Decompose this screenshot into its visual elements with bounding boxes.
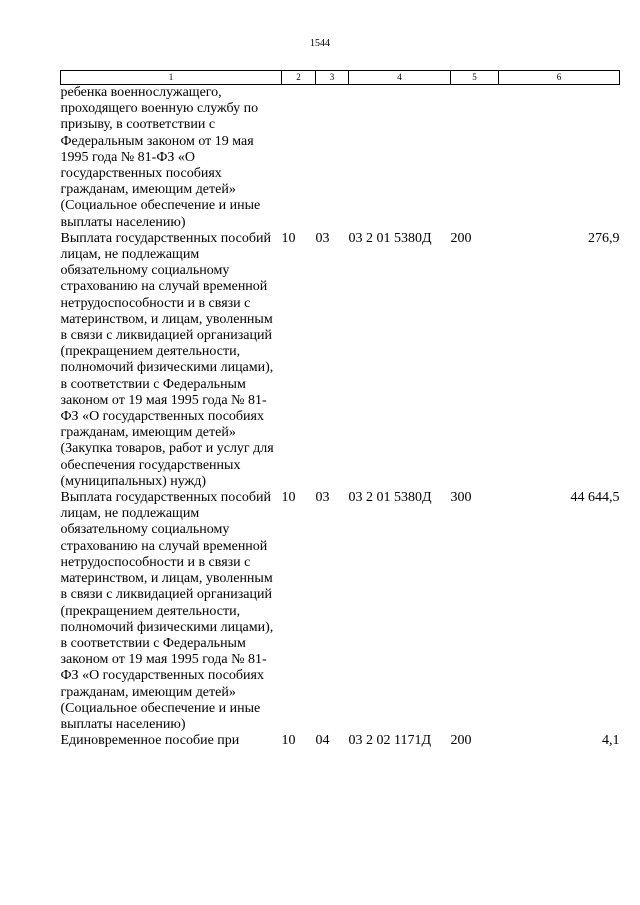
column-number-4: 4 (349, 71, 451, 85)
column-number-6: 6 (499, 71, 620, 85)
column-number-5: 5 (451, 71, 499, 85)
row-expense-kind: 300 (450, 490, 472, 506)
row-subsection: 03 (315, 230, 330, 246)
table-row (61, 733, 620, 749)
row-subsection: 04 (315, 733, 330, 749)
page-number: 1544 (310, 38, 330, 49)
row-description: Единовременное пособие при (60, 733, 240, 749)
row-target-article (349, 85, 451, 231)
row-section: 10 (281, 230, 296, 246)
row-subsection (316, 85, 349, 231)
row-section (282, 85, 316, 231)
budget-table (60, 70, 620, 749)
row-expense-kind: 200 (450, 733, 472, 749)
row-target-article: 03 2 01 5380Д (348, 490, 432, 506)
table-row (61, 85, 620, 231)
row-amount: 44 644,5 (570, 490, 620, 506)
row-target-article: 03 2 02 1171Д (348, 733, 432, 749)
row-section: 10 (281, 490, 296, 506)
column-number-2: 2 (282, 71, 316, 85)
row-expense-kind (451, 85, 499, 231)
row-description: ребенка военнослужащего, проходящего военную службу по призыву, в соответствии с Федеральным законом от 19 мая 1995 года № 81-ФЗ «О государственных пособиях гражданам, имеющим детей» (Социальное обеспечение и иные выплаты населению) (60, 85, 261, 230)
row-description: Выплата государственных пособий лицам, не подлежащим обязательному социальному страхованию на случай временной нетрудоспособности и в связи с материнством, и лицам, уволенным в связи с ликвидацией организаций (прекращением деятельности, полномочий физическими лицами), в соответствии с Федеральным законом от 19 мая 1995 года № 81- ФЗ «О государственных пособиях гражданам, имеющим детей» (Закупка товаров, работ и услуг для обеспечения государственных (муниципальных) нужд) (60, 230, 274, 489)
row-amount: 4,1 (602, 733, 620, 749)
row-subsection: 03 (315, 490, 330, 506)
row-section: 10 (281, 733, 296, 749)
column-number-1: 1 (61, 71, 282, 85)
row-target-article: 03 2 01 5380Д (348, 230, 432, 246)
table-row (61, 490, 620, 733)
table-row (61, 231, 620, 490)
column-number-3: 3 (316, 71, 349, 85)
row-amount (499, 85, 620, 231)
column-number-header-row (61, 71, 620, 85)
row-description: Выплата государственных пособий лицам, не подлежащим обязательному социальному страхованию на случай временной нетрудоспособности и в связи с материнством, и лицам, уволенным в связи с ликвидацией организаций (прекращением деятельности, полномочий физическими лицами), в соответствии с Федеральным законом от 19 мая 1995 года № 81- ФЗ «О государственных пособиях гражданам, имеющим детей» (Социальное обеспечение и иные выплаты населению) (60, 490, 274, 732)
row-amount: 276,9 (588, 230, 620, 246)
row-expense-kind: 200 (450, 230, 472, 246)
